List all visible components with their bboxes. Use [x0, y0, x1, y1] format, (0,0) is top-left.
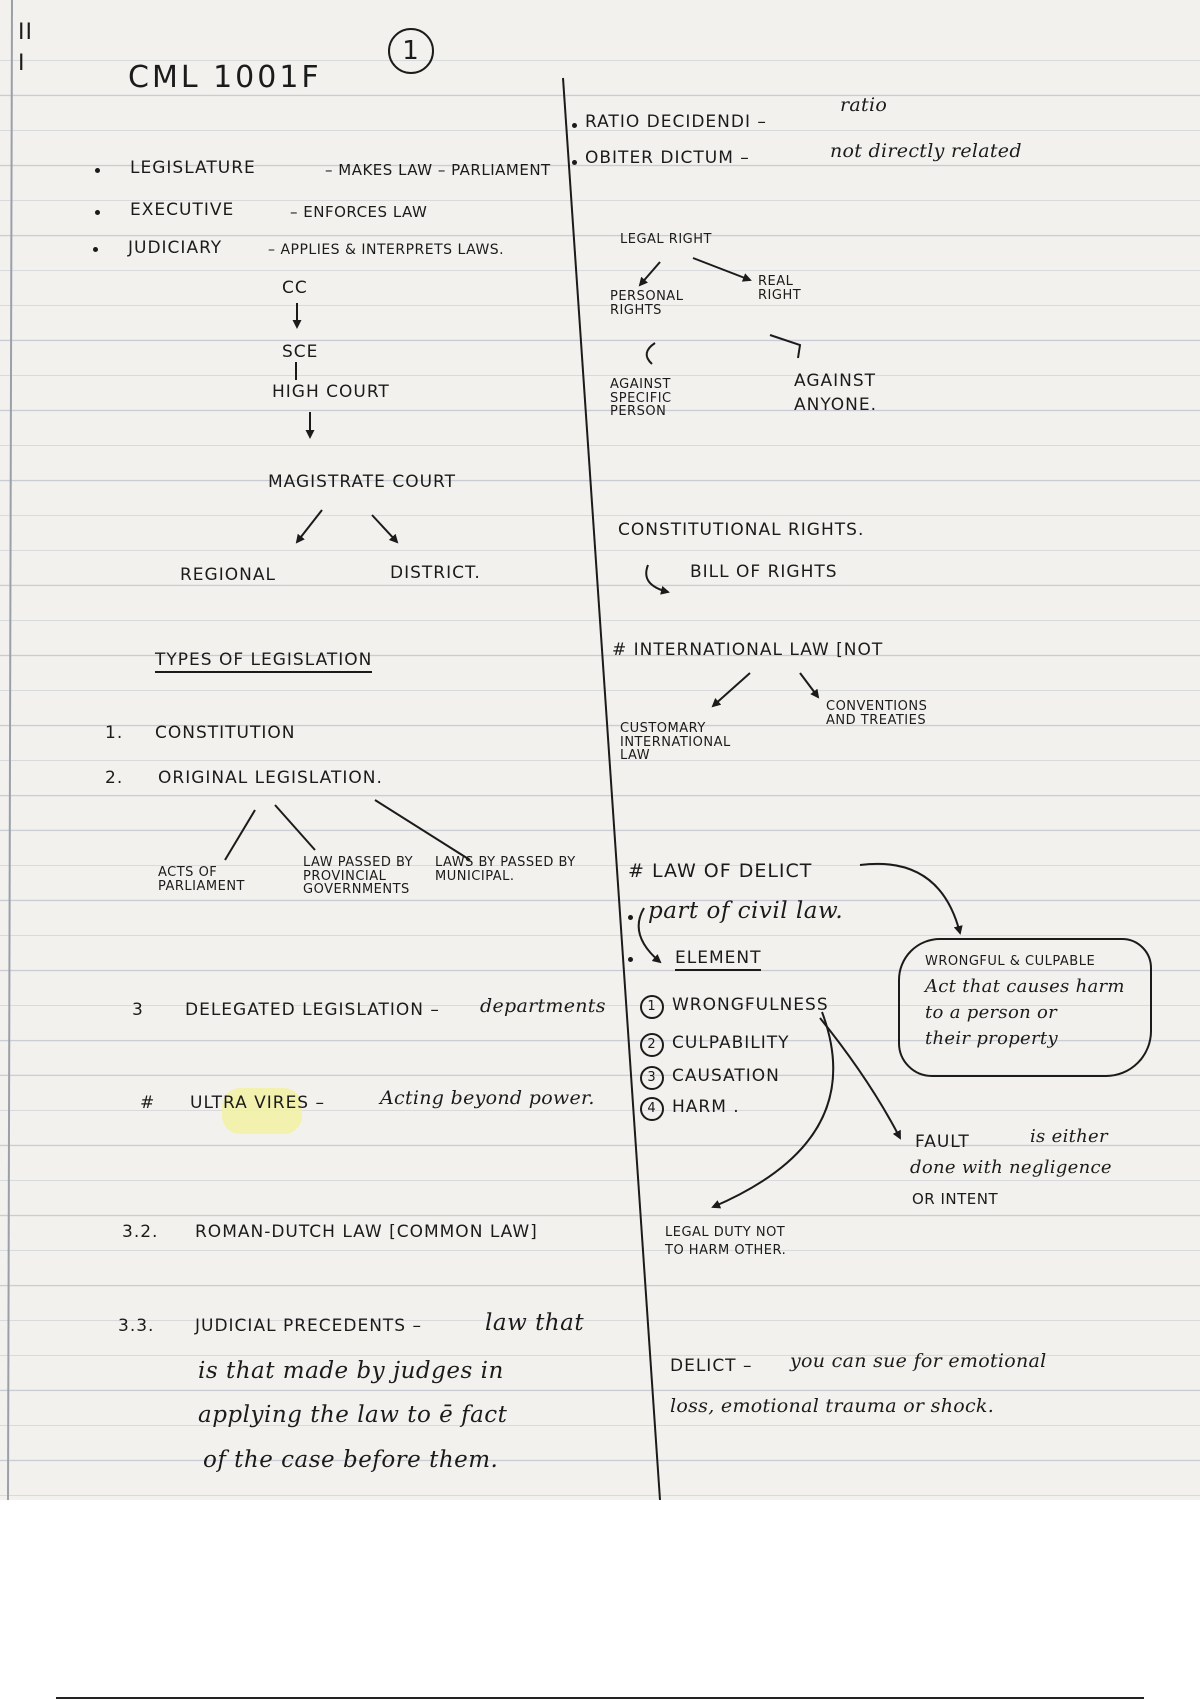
international-law: # INTERNATIONAL LAW [NOT	[612, 640, 884, 660]
real-right: REAL RIGHT	[758, 274, 802, 303]
judicial-line-2: is that made by judges in	[198, 1358, 504, 1384]
element-4	[640, 1097, 740, 1121]
branch-judiciary: JUDICIARY	[128, 238, 223, 258]
bullet	[628, 915, 633, 920]
branch-judiciary-desc: – APPLIES & INTERPRETS LAWS.	[268, 242, 505, 258]
court-cc: CC	[282, 278, 308, 298]
branch-municipal	[375, 800, 470, 860]
branch-executive: EXECUTIVE	[130, 200, 235, 220]
obiter-dictum: OBITER DICTUM –	[585, 148, 750, 168]
delegated-num: 3	[132, 1000, 144, 1020]
delict-definition-label: DELICT –	[670, 1356, 753, 1376]
branch-legislature: LEGISLATURE	[130, 158, 256, 178]
against-anyone: AGAINST ANYONE.	[794, 371, 878, 415]
element-heading-text: ELEMENT	[675, 948, 761, 971]
arrow-against-anyone	[770, 335, 800, 358]
delegated-label: DELEGATED LEGISLATION –	[185, 1000, 440, 1020]
personal-rights: PERSONAL RIGHTS	[610, 289, 684, 318]
type-2-num: 2.	[105, 768, 124, 788]
arrow-customary	[713, 673, 750, 706]
arrow-bill-of-rights	[646, 565, 668, 592]
bullet	[572, 160, 577, 165]
page-title: CML 1001F	[128, 60, 322, 95]
branch-acts	[225, 810, 255, 860]
corner-marks: II I	[18, 20, 33, 76]
element-1	[640, 995, 829, 1019]
delegated-note: departments	[480, 995, 606, 1017]
element-4-label: HARM .	[672, 1097, 740, 1117]
element-4-num: 4	[640, 1097, 664, 1121]
bottom-rule	[56, 1697, 1144, 1699]
element-3	[640, 1066, 780, 1090]
judicial-num: 3.3.	[118, 1316, 155, 1336]
bullet	[572, 123, 577, 128]
element-1-num: 1	[640, 995, 664, 1019]
delict-definition-line-2: loss, emotional trauma or shock.	[670, 1395, 995, 1417]
branch-acts-parliament: ACTS OF PARLIAMENT	[158, 865, 245, 894]
types-heading-text: TYPES OF LEGISLATION	[155, 650, 372, 673]
cloud-title: WRONGFUL & CULPABLE	[925, 954, 1096, 969]
arrow-against-specific	[647, 343, 655, 364]
legal-right: LEGAL RIGHT	[620, 232, 712, 247]
roman-label: ROMAN-DUTCH LAW [COMMON LAW]	[195, 1222, 538, 1242]
arrow-real	[693, 258, 750, 280]
ultra-vires-label: ULTRA VIRES –	[190, 1093, 326, 1113]
types-heading	[155, 650, 372, 670]
arrow-conventions	[800, 673, 818, 697]
arrow-magistrate-district	[372, 515, 397, 542]
judicial-label: JUDICIAL PRECEDENTS –	[195, 1316, 422, 1336]
bullet	[93, 247, 98, 252]
obiter-note: not directly related	[830, 140, 1022, 162]
element-1-label: WRONGFULNESS	[672, 995, 829, 1015]
law-of-delict-heading: # LAW OF DELICT	[628, 860, 813, 882]
court-high: HIGH COURT	[272, 382, 390, 402]
type-1-label: CONSTITUTION	[155, 723, 296, 743]
fault-line-1: is either	[1030, 1126, 1108, 1147]
margin-line	[8, 0, 12, 1500]
judicial-line-1: law that	[485, 1310, 585, 1336]
fault-line-2: done with negligence	[910, 1157, 1112, 1178]
delict-definition-line-1: you can sue for emotional	[790, 1350, 1047, 1372]
branch-executive-desc: – ENFORCES LAW	[290, 203, 428, 221]
arrow-personal	[640, 262, 660, 285]
against-specific-person: AGAINST SPECIFIC PERSON	[610, 377, 672, 420]
cloud-line-2: to a person or	[925, 1002, 1058, 1023]
branch-provincial-law: LAW PASSED BY PROVINCIAL GOVERNMENTS	[303, 855, 414, 898]
ultra-vires-marker: #	[140, 1093, 156, 1113]
judicial-line-3: applying the law to ē fact	[198, 1402, 508, 1428]
court-district: DISTRICT.	[390, 563, 481, 583]
cloud-line-3: their property	[925, 1028, 1058, 1049]
court-magistrate: MAGISTRATE COURT	[268, 472, 456, 492]
branch-provincial	[275, 805, 315, 850]
type-1-num: 1.	[105, 723, 124, 743]
customary-international-law: CUSTOMARY INTERNATIONAL LAW	[620, 721, 731, 764]
fault-line-3: OR INTENT	[912, 1190, 999, 1208]
legal-duty: LEGAL DUTY NOT TO HARM OTHER.	[665, 1225, 787, 1258]
conventions-and-treaties: CONVENTIONS AND TREATIES	[826, 699, 928, 728]
fault-label: FAULT	[915, 1132, 970, 1152]
page-number-circle	[388, 28, 434, 74]
element-3-label: CAUSATION	[672, 1066, 780, 1086]
ratio-decidendi: RATIO DECIDENDI –	[585, 112, 767, 132]
page-number: 1	[388, 28, 434, 74]
cloud-line-1: Act that causes harm	[925, 976, 1125, 997]
court-sce: SCE	[282, 342, 319, 362]
part-of-civil-law: part of civil law.	[648, 898, 844, 924]
element-2-num: 2	[640, 1033, 664, 1057]
element-3-num: 3	[640, 1066, 664, 1090]
element-2-label: CULPABILITY	[672, 1033, 790, 1053]
judicial-line-4: of the case before them.	[203, 1447, 499, 1473]
branch-legislature-desc: – MAKES LAW – PARLIAMENT	[325, 161, 551, 179]
ratio-note: ratio	[840, 94, 888, 116]
bill-of-rights: BILL OF RIGHTS	[690, 562, 838, 582]
branch-municipal-laws: LAWS BY PASSED BY MUNICIPAL.	[435, 855, 576, 884]
bullet	[628, 957, 633, 962]
type-2-label: ORIGINAL LEGISLATION.	[158, 768, 383, 788]
arrow-delict-cloud	[860, 864, 960, 933]
ultra-vires-note: Acting beyond power.	[380, 1087, 595, 1109]
bullet	[95, 210, 100, 215]
bullet	[95, 168, 100, 173]
element-heading	[675, 948, 761, 968]
arrow-magistrate-regional	[297, 510, 322, 542]
constitutional-rights: CONSTITUTIONAL RIGHTS.	[618, 520, 865, 540]
element-2	[640, 1033, 790, 1057]
roman-num: 3.2.	[122, 1222, 159, 1242]
court-regional: REGIONAL	[180, 565, 276, 585]
